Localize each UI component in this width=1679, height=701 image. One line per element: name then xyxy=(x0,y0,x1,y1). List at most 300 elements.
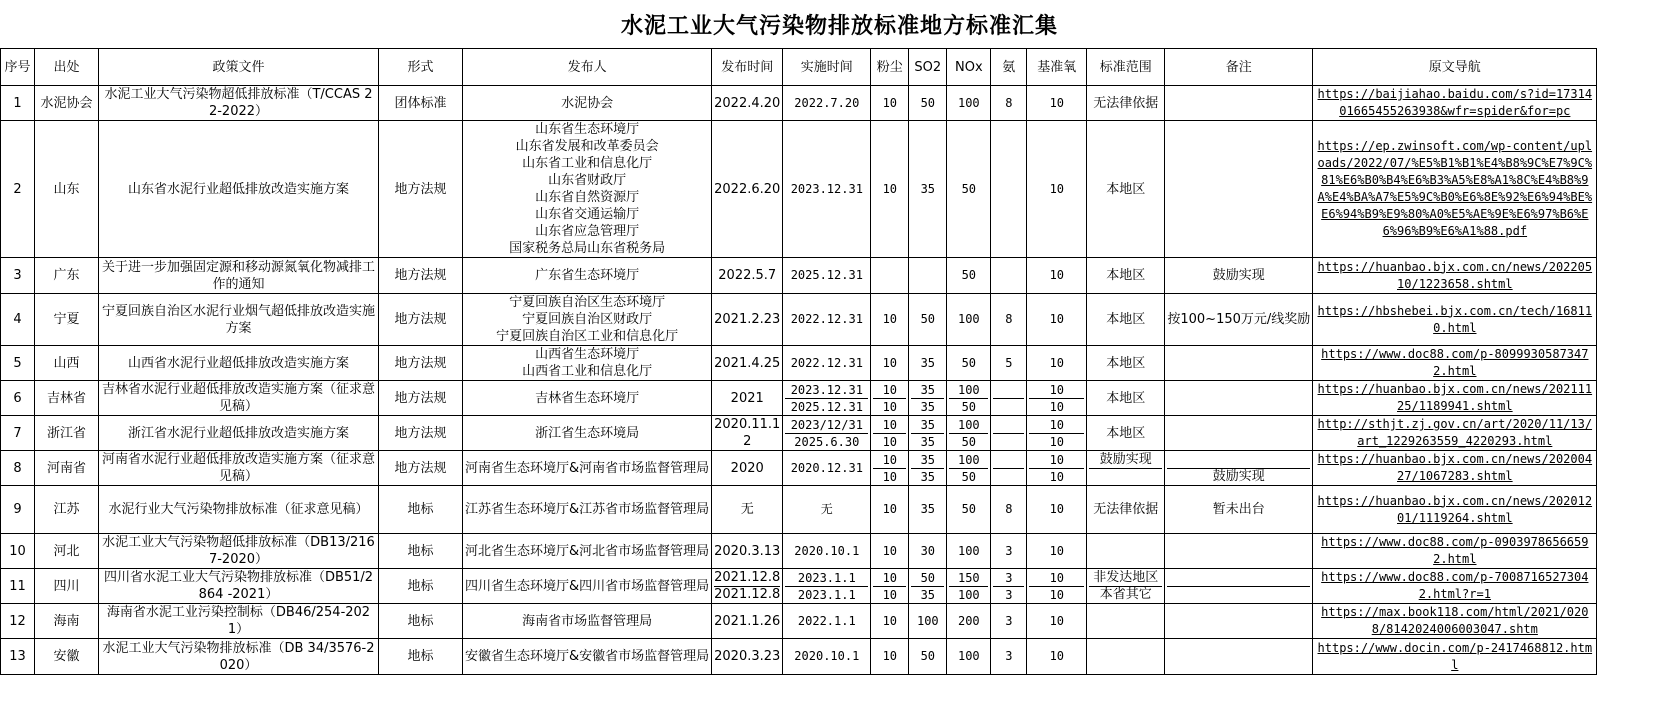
ammonia-cell xyxy=(991,451,1027,486)
nox-cell xyxy=(947,381,991,416)
publisher-cell xyxy=(463,416,712,451)
ammonia-cell-part: 3 xyxy=(993,570,1024,587)
page-title: 水泥工业大气污染物排放标准地方标准汇集 xyxy=(620,12,1058,39)
nox-cell-part: 100 xyxy=(957,587,980,602)
policy-document-cell: 水泥工业大气污染物排放标准（DB 34/3576-2020） xyxy=(99,639,379,675)
publisher-cell xyxy=(463,604,712,639)
form-cell: 地标 xyxy=(379,569,463,604)
dust-cell xyxy=(871,451,909,486)
so2-cell: 35 xyxy=(909,486,947,534)
publisher-line: 安徽省生态环境厅&安徽省市场监督管理局 xyxy=(465,649,710,664)
policy-document-cell: 浙江省水泥行业超低排放改造实施方案 xyxy=(99,416,379,451)
source-cell: 吉林省 xyxy=(35,381,99,416)
so2-cell: 50 xyxy=(909,294,947,346)
publisher-line: 海南省市场监督管理局 xyxy=(522,613,653,629)
ammonia-cell xyxy=(991,121,1027,258)
publish-date-cell-part: 2021.12.8 xyxy=(714,586,781,602)
form-cell: 地标 xyxy=(379,604,463,639)
implement-date-cell xyxy=(783,381,871,416)
source-link-cell xyxy=(1313,451,1597,486)
policy-document-cell: 关于进一步加强固定源和移动源氮氧化物减排工作的通知 xyxy=(99,258,379,294)
publish-date-cell: 2022.4.20 xyxy=(712,86,783,121)
implement-date-cell-part: 2025.6.30 xyxy=(794,434,860,449)
policy-document-cell: 水泥行业大气污染物排放标准（征求意见稿） xyxy=(99,486,379,534)
source-cell: 水泥协会 xyxy=(35,86,99,121)
base-oxygen-cell: 10 xyxy=(1027,258,1087,294)
base-oxygen-cell: 10 xyxy=(1027,486,1087,534)
form-cell: 地方法规 xyxy=(379,294,463,346)
table-body xyxy=(1,86,1597,675)
nox-cell: 100 xyxy=(947,639,991,675)
dust-cell xyxy=(871,416,909,451)
publisher-cell xyxy=(463,569,712,604)
ammonia-cell-part xyxy=(993,382,1024,399)
column-header: SO2 xyxy=(909,49,947,86)
source-link[interactable]: https://www.docin.com/p-2417468812.html xyxy=(1317,640,1593,672)
dust-cell-part: 10 xyxy=(882,434,898,449)
publisher-line: 浙江省生态环境局 xyxy=(535,425,640,441)
nox-cell-part: 50 xyxy=(961,399,977,414)
note-cell-part xyxy=(1167,452,1310,469)
column-header: 氨 xyxy=(991,49,1027,86)
form-cell: 地标 xyxy=(379,639,463,675)
source-link[interactable]: https://www.doc88.com/p-70087165273042.html?r=1 xyxy=(1321,570,1589,601)
form-cell: 团体标准 xyxy=(379,86,463,121)
policy-document-cell: 山西省水泥行业超低排放改造实施方案 xyxy=(99,346,379,381)
table-row xyxy=(1,451,1597,486)
nox-cell: 50 xyxy=(947,346,991,381)
ammonia-cell xyxy=(991,569,1027,604)
policy-document-cell: 海南省水泥工业污染控制标（DB46/254-2021） xyxy=(99,604,379,639)
implement-date-cell: 2022.12.31 xyxy=(783,294,871,346)
row-number: 6 xyxy=(1,381,35,416)
table-row xyxy=(1,534,1597,569)
publisher-line: 吉林省生态环境厅 xyxy=(535,390,640,406)
dust-cell xyxy=(871,569,909,604)
source-cell: 宁夏 xyxy=(35,294,99,346)
implement-date-cell xyxy=(783,569,871,604)
base-oxygen-cell-part: 10 xyxy=(1049,399,1065,414)
source-link[interactable]: https://max.book118.com/html/2021/0208/8142024006003047.shtm xyxy=(1321,605,1589,636)
scope-cell: 本地区 xyxy=(1087,294,1165,346)
ammonia-cell xyxy=(991,416,1027,451)
source-link-cell xyxy=(1313,86,1597,121)
publisher-line: 宁夏回族自治区工业和信息化厅 xyxy=(496,329,679,344)
source-link[interactable]: https://www.doc88.com/p-09039786566592.html xyxy=(1321,535,1589,566)
nox-cell: 50 xyxy=(947,121,991,258)
implement-date-cell-part: 2023.1.1 xyxy=(797,587,856,602)
source-link[interactable]: https://huanbao.bjx.com.cn/news/20201201/1119264.shtml xyxy=(1317,493,1593,525)
column-header: 形式 xyxy=(379,49,463,86)
column-header: 出处 xyxy=(35,49,99,86)
so2-cell xyxy=(909,569,947,604)
scope-cell xyxy=(1087,604,1165,639)
note-cell xyxy=(1165,451,1313,486)
source-link[interactable]: https://huanbao.bjx.com.cn/news/20220510/1223658.shtml xyxy=(1317,259,1593,291)
standards-table xyxy=(0,48,1597,675)
publisher-cell xyxy=(463,121,712,258)
form-cell: 地方法规 xyxy=(379,258,463,294)
publish-date-cell: 2021 xyxy=(712,381,783,416)
row-number: 11 xyxy=(1,569,35,604)
note-cell xyxy=(1165,416,1313,451)
implement-date-cell: 2022.1.1 xyxy=(783,604,871,639)
implement-date-cell-part: 2023/12/31 xyxy=(785,417,868,434)
publisher-line: 山西省生态环境厅 xyxy=(535,347,640,362)
note-cell-part xyxy=(1167,570,1310,587)
publish-date-cell: 2020.11.12 xyxy=(712,416,783,451)
source-link-cell xyxy=(1313,486,1597,534)
publisher-cell xyxy=(463,534,712,569)
so2-cell-part: 50 xyxy=(911,570,944,587)
so2-cell: 100 xyxy=(909,604,947,639)
dust-cell-part: 10 xyxy=(873,452,906,469)
scope-cell: 本地区 xyxy=(1087,416,1165,451)
source-link-cell xyxy=(1313,534,1597,569)
base-oxygen-cell-part: 10 xyxy=(1049,469,1065,484)
so2-cell: 35 xyxy=(909,346,947,381)
row-number: 3 xyxy=(1,258,35,294)
source-link-cell xyxy=(1313,416,1597,451)
dust-cell: 10 xyxy=(871,486,909,534)
scope-cell xyxy=(1087,534,1165,569)
base-oxygen-cell xyxy=(1027,451,1087,486)
so2-cell-part: 35 xyxy=(911,382,944,399)
nox-cell: 50 xyxy=(947,258,991,294)
scope-cell: 本地区 xyxy=(1087,121,1165,258)
ammonia-cell-part xyxy=(993,399,1024,415)
base-oxygen-cell: 10 xyxy=(1027,534,1087,569)
so2-cell-part: 35 xyxy=(920,399,936,414)
scope-cell: 无法律依据 xyxy=(1087,486,1165,534)
publisher-cell xyxy=(463,451,712,486)
nox-cell-part: 100 xyxy=(949,382,988,399)
so2-cell-part: 35 xyxy=(911,417,944,434)
publisher-line: 河南省生态环境厅&河南省市场监督管理局 xyxy=(465,460,710,476)
implement-date-cell: 2022.7.20 xyxy=(783,86,871,121)
dust-cell-part: 10 xyxy=(882,399,898,414)
source-link[interactable]: https://www.doc88.com/p-80999305873472.html xyxy=(1321,347,1589,378)
publisher-cell xyxy=(463,294,712,346)
dust-cell: 10 xyxy=(871,86,909,121)
dust-cell-part: 10 xyxy=(873,570,906,587)
table-row xyxy=(1,569,1597,604)
implement-date-cell-part: 2023.1.1 xyxy=(785,570,868,587)
base-oxygen-cell: 10 xyxy=(1027,121,1087,258)
ammonia-cell-part xyxy=(993,417,1024,434)
publish-date-cell: 2022.5.7 xyxy=(712,258,783,294)
row-number: 7 xyxy=(1,416,35,451)
publish-date-cell-part: 2021.12.8 xyxy=(714,569,781,585)
publish-date-cell: 2021.4.25 xyxy=(712,346,783,381)
nox-cell xyxy=(947,569,991,604)
dust-cell: 10 xyxy=(871,639,909,675)
nox-cell-part: 50 xyxy=(961,469,977,484)
column-header: 原文导航 xyxy=(1313,49,1597,86)
base-oxygen-cell xyxy=(1027,381,1087,416)
implement-date-cell: 2023.12.31 xyxy=(783,121,871,258)
source-link[interactable]: https://hbshebei.bjx.com.cn/tech/168110.html xyxy=(1317,303,1593,335)
source-link-cell xyxy=(1313,258,1597,294)
dust-cell xyxy=(871,381,909,416)
base-oxygen-cell: 10 xyxy=(1027,604,1087,639)
so2-cell xyxy=(909,416,947,451)
table-row xyxy=(1,639,1597,675)
column-header: 实施时间 xyxy=(783,49,871,86)
column-header: NOx xyxy=(947,49,991,86)
publish-date-cell: 2021.1.26 xyxy=(712,604,783,639)
publisher-line: 河北省生态环境厅&河北省市场监督管理局 xyxy=(465,543,710,559)
dust-cell-part: 10 xyxy=(873,382,906,399)
column-header: 序号 xyxy=(1,49,35,86)
implement-date-cell: 2022.12.31 xyxy=(783,346,871,381)
ammonia-cell: 8 xyxy=(991,486,1027,534)
form-cell: 地方法规 xyxy=(379,451,463,486)
row-number: 4 xyxy=(1,294,35,346)
publisher-cell xyxy=(463,346,712,381)
publisher-line: 江苏省生态环境厅&江苏省市场监督管理局 xyxy=(465,502,710,517)
ammonia-cell: 3 xyxy=(991,639,1027,675)
policy-document-cell: 山东省水泥行业超低排放改造实施方案 xyxy=(99,121,379,258)
publish-date-cell: 2020.3.13 xyxy=(712,534,783,569)
implement-date-cell: 2025.12.31 xyxy=(783,258,871,294)
note-cell xyxy=(1165,121,1313,258)
source-link-cell xyxy=(1313,604,1597,639)
scope-cell-part: 非发达地区 xyxy=(1089,570,1162,587)
publish-date-cell: 无 xyxy=(712,486,783,534)
so2-cell-part: 35 xyxy=(920,434,936,449)
table-row xyxy=(1,86,1597,121)
nox-cell: 100 xyxy=(947,294,991,346)
source-cell: 四川 xyxy=(35,569,99,604)
nox-cell-part: 100 xyxy=(949,417,988,434)
so2-cell-part: 35 xyxy=(920,587,936,602)
nox-cell: 100 xyxy=(947,86,991,121)
nox-cell-part: 50 xyxy=(961,434,977,449)
dust-cell xyxy=(871,258,909,294)
implement-date-cell: 2020.10.1 xyxy=(783,639,871,675)
implement-date-cell: 2020.12.31 xyxy=(783,451,871,486)
ammonia-cell: 5 xyxy=(991,346,1027,381)
scope-cell xyxy=(1087,639,1165,675)
note-cell xyxy=(1165,569,1313,604)
note-cell xyxy=(1165,346,1313,381)
base-oxygen-cell-part: 10 xyxy=(1029,452,1084,469)
note-cell xyxy=(1165,86,1313,121)
form-cell: 地标 xyxy=(379,534,463,569)
publish-date-cell: 2020.3.23 xyxy=(712,639,783,675)
publish-date-cell: 2022.6.20 xyxy=(712,121,783,258)
implement-date-cell: 无 xyxy=(783,486,871,534)
publisher-line: 四川省生态环境厅&四川省市场监督管理局 xyxy=(465,578,710,594)
note-cell xyxy=(1165,639,1313,675)
nox-cell-part: 100 xyxy=(949,452,988,469)
so2-cell xyxy=(909,381,947,416)
note-cell xyxy=(1165,534,1313,569)
source-cell: 安徽 xyxy=(35,639,99,675)
publisher-line: 山东省应急管理厅 xyxy=(535,224,640,239)
source-link-cell xyxy=(1313,569,1597,604)
note-cell: 暂未出台 xyxy=(1165,486,1313,534)
base-oxygen-cell-part: 10 xyxy=(1049,587,1065,602)
source-cell: 河南省 xyxy=(35,451,99,486)
source-cell: 河北 xyxy=(35,534,99,569)
base-oxygen-cell-part: 10 xyxy=(1029,570,1084,587)
source-link[interactable]: https://baijiahao.baidu.com/s?id=1731401665455263938&wfr=spider&for=pc xyxy=(1317,87,1593,118)
publish-date-cell: 2020 xyxy=(712,451,783,486)
so2-cell: 50 xyxy=(909,639,947,675)
ammonia-cell: 3 xyxy=(991,534,1027,569)
form-cell: 地方法规 xyxy=(379,121,463,258)
publisher-cell xyxy=(463,486,712,534)
ammonia-cell-part: 3 xyxy=(1005,587,1013,602)
source-link[interactable]: https://huanbao.bjx.com.cn/news/20211125/1189941.shtml xyxy=(1317,382,1593,413)
column-header: 发布人 xyxy=(463,49,712,86)
row-number: 2 xyxy=(1,121,35,258)
table-row xyxy=(1,381,1597,416)
source-cell: 山东 xyxy=(35,121,99,258)
policy-document-cell: 水泥工业大气污染物超低排放标准（DB13/2167-2020） xyxy=(99,534,379,569)
ammonia-cell: 8 xyxy=(991,294,1027,346)
note-cell: 按100~150万元/线奖励 xyxy=(1165,294,1313,346)
column-header: 标准范围 xyxy=(1087,49,1165,86)
source-link-cell xyxy=(1313,294,1597,346)
so2-cell-part: 35 xyxy=(911,452,944,469)
publisher-cell xyxy=(463,381,712,416)
so2-cell: 50 xyxy=(909,86,947,121)
ammonia-cell-part xyxy=(993,469,1024,485)
publisher-line: 山东省交通运输厅 xyxy=(535,207,640,222)
publisher-cell xyxy=(463,258,712,294)
dust-cell: 10 xyxy=(871,346,909,381)
source-link-cell xyxy=(1313,639,1597,675)
implement-date-cell-part: 2023.12.31 xyxy=(785,382,868,399)
publisher-cell xyxy=(463,639,712,675)
base-oxygen-cell xyxy=(1027,569,1087,604)
source-link[interactable]: http://sthjt.zj.gov.cn/art/2020/11/13/art_1229263559_4220293.html xyxy=(1317,417,1593,448)
dust-cell-part: 10 xyxy=(882,469,898,484)
policy-document-cell: 水泥工业大气污染物超低排放标准（T/CCAS 22-2022） xyxy=(99,86,379,121)
nox-cell xyxy=(947,451,991,486)
form-cell: 地方法规 xyxy=(379,346,463,381)
column-header: 粉尘 xyxy=(871,49,909,86)
scope-cell-part: 本省其它 xyxy=(1099,586,1152,602)
publish-date-cell: 2021.2.23 xyxy=(712,294,783,346)
so2-cell xyxy=(909,451,947,486)
ammonia-cell xyxy=(991,381,1027,416)
publisher-line: 山西省工业和信息化厅 xyxy=(522,364,653,379)
table-row xyxy=(1,258,1597,294)
row-number: 9 xyxy=(1,486,35,534)
table-row xyxy=(1,294,1597,346)
form-cell: 地标 xyxy=(379,486,463,534)
scope-cell: 本地区 xyxy=(1087,258,1165,294)
dust-cell: 10 xyxy=(871,534,909,569)
source-link-cell xyxy=(1313,346,1597,381)
row-number: 5 xyxy=(1,346,35,381)
publisher-line: 水泥协会 xyxy=(561,95,614,111)
table-row xyxy=(1,486,1597,534)
scope-cell xyxy=(1087,451,1165,486)
implement-date-cell: 2020.10.1 xyxy=(783,534,871,569)
ammonia-cell-part xyxy=(993,452,1024,469)
publisher-cell xyxy=(463,86,712,121)
ammonia-cell xyxy=(991,258,1027,294)
source-cell: 广东 xyxy=(35,258,99,294)
source-cell: 浙江省 xyxy=(35,416,99,451)
implement-date-cell-part: 2025.12.31 xyxy=(790,399,863,414)
base-oxygen-cell-part: 10 xyxy=(1029,382,1084,399)
policy-document-cell: 宁夏回族自治区水泥行业烟气超低排放改造实施方案 xyxy=(99,294,379,346)
scope-cell xyxy=(1087,569,1165,604)
form-cell: 地方法规 xyxy=(379,416,463,451)
dust-cell: 10 xyxy=(871,604,909,639)
ammonia-cell: 8 xyxy=(991,86,1027,121)
table-row xyxy=(1,416,1597,451)
base-oxygen-cell: 10 xyxy=(1027,294,1087,346)
row-number: 10 xyxy=(1,534,35,569)
publish-date-cell xyxy=(712,569,783,604)
source-cell: 海南 xyxy=(35,604,99,639)
row-number: 13 xyxy=(1,639,35,675)
note-cell: 鼓励实现 xyxy=(1165,258,1313,294)
nox-cell: 200 xyxy=(947,604,991,639)
implement-date-cell xyxy=(783,416,871,451)
column-header: 发布时间 xyxy=(712,49,783,86)
so2-cell: 35 xyxy=(909,121,947,258)
publisher-line: 宁夏回族自治区财政厅 xyxy=(522,312,653,327)
nox-cell: 50 xyxy=(947,486,991,534)
so2-cell-part: 35 xyxy=(920,469,936,484)
dust-cell-part: 10 xyxy=(873,417,906,434)
base-oxygen-cell-part: 10 xyxy=(1029,417,1084,434)
row-number: 8 xyxy=(1,451,35,486)
source-link[interactable]: https://ep.zwinsoft.com/wp-content/uploads/2022/07/%E5%B1%B1%E4%B8%9C%E7%9C%81%E6%B0%B4%E6%B3%A5%E8%A1%8C%E4%B8%9A%E4%BA%A7%E5%9C%B0%E6%8E%92%E6%94%BE%E6%94%B9%E9%80%A0%E5%AE%9E%E6%97%B6%E6%96%B9%E6%A1%88.pdf xyxy=(1317,139,1593,238)
nox-cell: 100 xyxy=(947,534,991,569)
publisher-line: 广东省生态环境厅 xyxy=(535,268,640,283)
table-row xyxy=(1,346,1597,381)
publisher-line: 宁夏回族自治区生态环境厅 xyxy=(509,295,666,310)
scope-cell-part xyxy=(1089,469,1162,485)
column-header: 政策文件 xyxy=(99,49,379,86)
base-oxygen-cell: 10 xyxy=(1027,86,1087,121)
source-cell: 江苏 xyxy=(35,486,99,534)
source-link[interactable]: https://huanbao.bjx.com.cn/news/20200427/1067283.shtml xyxy=(1317,452,1593,483)
scope-cell-part: 鼓励实现 xyxy=(1089,452,1162,469)
row-number: 12 xyxy=(1,604,35,639)
dust-cell: 10 xyxy=(871,121,909,258)
header-row xyxy=(1,49,1597,86)
base-oxygen-cell xyxy=(1027,416,1087,451)
table-row xyxy=(1,604,1597,639)
dust-cell: 10 xyxy=(871,294,909,346)
form-cell: 地方法规 xyxy=(379,381,463,416)
scope-cell: 本地区 xyxy=(1087,346,1165,381)
note-cell-part: 鼓励实现 xyxy=(1212,468,1265,484)
note-cell-part xyxy=(1167,587,1310,603)
policy-document-cell: 河南省水泥行业超低排放改造实施方案（征求意见稿） xyxy=(99,451,379,486)
base-oxygen-cell: 10 xyxy=(1027,639,1087,675)
ammonia-cell: 3 xyxy=(991,604,1027,639)
base-oxygen-cell: 10 xyxy=(1027,346,1087,381)
nox-cell xyxy=(947,416,991,451)
publisher-line: 山东省自然资源厅 xyxy=(535,190,640,205)
scope-cell: 无法律依据 xyxy=(1087,86,1165,121)
publisher-line: 山东省生态环境厅 xyxy=(535,122,640,137)
publisher-line: 山东省财政厅 xyxy=(548,173,627,188)
policy-document-cell: 吉林省水泥行业超低排放改造实施方案（征求意见稿） xyxy=(99,381,379,416)
row-number: 1 xyxy=(1,86,35,121)
